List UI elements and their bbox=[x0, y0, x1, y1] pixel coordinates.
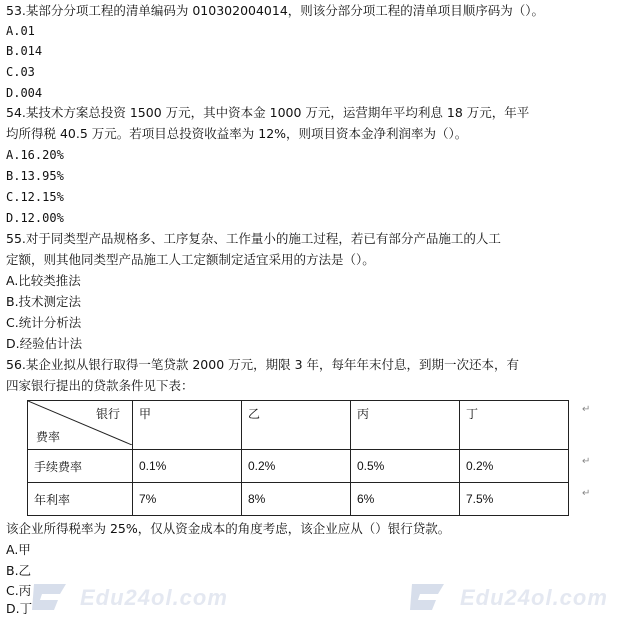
question-56-stem-line1: 56.某企业拟从银行取得一笔贷款 2000 万元，期限 3 年，每年年末付息，到期一次还本，有 bbox=[6, 357, 520, 372]
table-cell: 0.2% bbox=[242, 450, 351, 483]
table-cell: 0.1% bbox=[133, 450, 242, 483]
question-55-option-a: A.比较类推法 bbox=[6, 273, 81, 288]
question-55-option-c: C.统计分析法 bbox=[6, 315, 82, 330]
table-corner-cell bbox=[28, 401, 133, 450]
question-55-option-b: B.技术测定法 bbox=[6, 294, 82, 309]
table-header-bank: 甲 bbox=[133, 401, 242, 450]
table-row-label: 手续费率 bbox=[28, 450, 133, 483]
question-55-option-d: D.经验估计法 bbox=[6, 336, 83, 351]
question-53-stem: 53.某部分分项工程的清单编码为 010302004014，则该分部分项工程的清单项目顺序码为（）。 bbox=[6, 3, 545, 18]
table-cell: 7.5% bbox=[460, 483, 569, 516]
paragraph-mark: ↵ bbox=[582, 404, 591, 415]
question-56-tail: 该企业所得税率为 25%，仅从资金成本的角度考虑，该企业应从（）银行贷款。 bbox=[6, 521, 451, 536]
watermark-logo-icon bbox=[408, 580, 448, 614]
table-row bbox=[28, 483, 569, 516]
table-header-bank: 丙 bbox=[351, 401, 460, 450]
question-56-option-a: A.甲 bbox=[6, 542, 31, 557]
question-56-option-b: B.乙 bbox=[6, 563, 32, 578]
table-row-label: 年利率 bbox=[28, 483, 133, 516]
question-53-option-b: B.014 bbox=[6, 44, 43, 58]
table-header-bank: 乙 bbox=[242, 401, 351, 450]
corner-label-bank: 银行 bbox=[95, 407, 120, 421]
question-55-stem-line2: 定额，则其他同类型产品施工人工定额制定适宜采用的方法是（）。 bbox=[6, 252, 375, 267]
question-56-option-d: D.丁 bbox=[6, 601, 33, 616]
table-cell: 0.5% bbox=[351, 450, 460, 483]
question-53-option-d: D.004 bbox=[6, 86, 43, 100]
question-54-option-d: D.12.00% bbox=[6, 211, 64, 225]
watermark-text: Edu24ol.com bbox=[460, 585, 608, 610]
question-53-option-c: C.03 bbox=[6, 65, 35, 79]
question-54-option-c: C.12.15% bbox=[6, 190, 64, 204]
table-cell: 0.2% bbox=[460, 450, 569, 483]
question-55-stem-line1: 55.对于同类型产品规格多、工序复杂、工作量小的施工过程，若已有部分产品施工的人工 bbox=[6, 231, 501, 246]
question-54-option-b: B.13.95% bbox=[6, 169, 64, 183]
table-cell: 7% bbox=[133, 483, 242, 516]
question-56-stem-line2: 四家银行提出的贷款条件见下表： bbox=[6, 378, 194, 393]
watermark-logo-icon bbox=[30, 580, 70, 614]
table-header-row bbox=[28, 401, 569, 450]
table-cell: 6% bbox=[351, 483, 460, 516]
paragraph-mark: ↵ bbox=[582, 488, 591, 499]
question-56-option-c: C.丙 bbox=[6, 583, 32, 598]
table-cell: 8% bbox=[242, 483, 351, 516]
bank-loan-table bbox=[27, 400, 569, 516]
watermark-text: Edu24ol.com bbox=[80, 585, 228, 610]
table-header-bank: 丁 bbox=[460, 401, 569, 450]
paragraph-mark: ↵ bbox=[582, 456, 591, 467]
question-54-stem-line2: 均所得税 40.5 万元。若项目总投资收益率为 12%，则项目资本金净利润率为（）。 bbox=[6, 126, 468, 141]
question-53-option-a: A.01 bbox=[6, 24, 35, 38]
table-row bbox=[28, 450, 569, 483]
question-54-option-a: A.16.20% bbox=[6, 148, 64, 162]
question-54-stem-line1: 54.某技术方案总投资 1500 万元，其中资本金 1000 万元，运营期年平均利息 18 万元，年平 bbox=[6, 105, 530, 120]
corner-label-rate: 费率 bbox=[36, 430, 61, 444]
